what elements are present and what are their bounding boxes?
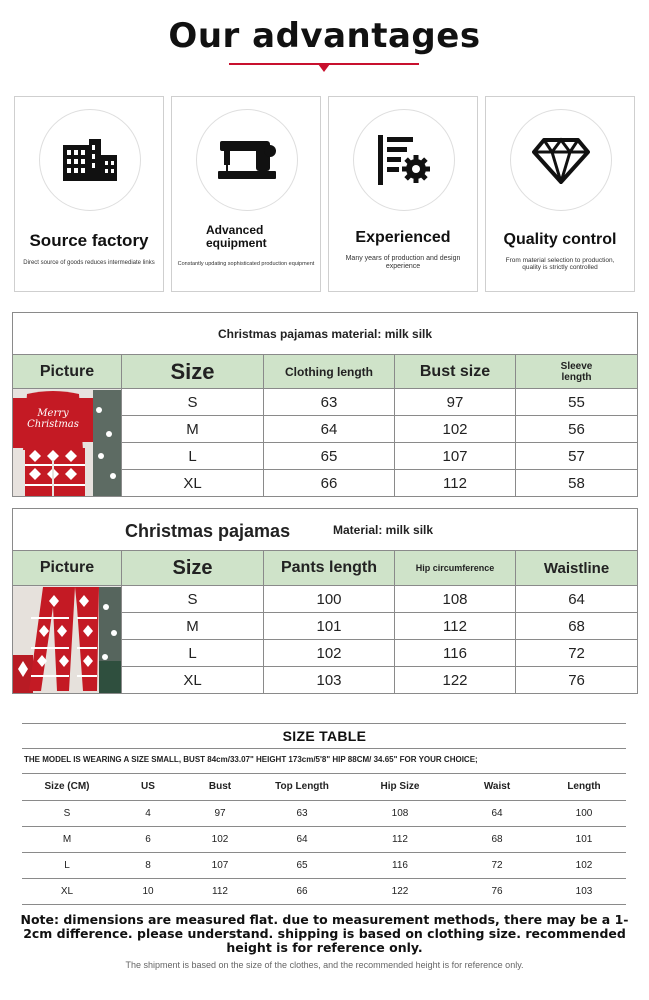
size-cell: L	[122, 443, 264, 470]
col-header-length: Length	[542, 774, 626, 800]
size-table-title: SIZE TABLE	[282, 728, 367, 744]
document-gear-icon	[376, 133, 432, 187]
table-cell: 63	[256, 800, 348, 826]
table-cell: 66	[264, 470, 395, 497]
col-header-bust: Bust	[184, 774, 256, 800]
size-cell: M	[122, 416, 264, 443]
divider	[22, 748, 626, 749]
table-cell: 68	[516, 613, 638, 640]
size-table	[22, 774, 626, 905]
table-row	[22, 878, 626, 904]
table-title: Christmas pajamas	[125, 521, 291, 541]
table-cell: 10	[112, 878, 184, 904]
table-cell: 112	[395, 470, 516, 497]
title-triangle-marker	[318, 64, 330, 72]
col-header-waistline: Waistline	[516, 551, 638, 586]
table-cell: 102	[542, 852, 626, 878]
advantage-subtitle: Constantly updating sophisticated production equipment	[177, 261, 315, 267]
col-header-hip-circumference: Hip circumference	[395, 551, 516, 586]
table-cell: 4	[112, 800, 184, 826]
size-cell: S	[122, 586, 264, 613]
table-cell: 112	[348, 826, 452, 852]
table-cell: 107	[184, 852, 256, 878]
table-cell: 64	[516, 586, 638, 613]
table-cell: 64	[256, 826, 348, 852]
table-cell: 107	[395, 443, 516, 470]
table-cell: 108	[348, 800, 452, 826]
table-cell: 100	[264, 586, 395, 613]
size-cell: L	[122, 640, 264, 667]
advantage-card-advanced-equipment	[171, 96, 321, 292]
advantage-title: Source factory	[29, 231, 149, 250]
footer-note: The shipment is based on the size of the clothes, and the recommended height is for reference only.	[125, 960, 524, 970]
size-cell: S	[122, 389, 264, 416]
col-header-clothing-length: Clothing length	[264, 355, 395, 389]
page-title: Our advantages	[168, 16, 481, 56]
table-cell: 72	[452, 852, 542, 878]
factory-icon	[61, 137, 119, 183]
divider	[22, 723, 626, 724]
model-note: THE MODEL IS WEARING A SIZE SMALL, BUST 84cm/33.07" HEIGHT 173cm/5'8" HIP 88CM/ 34.65" FOR YOUR CHOICE;	[24, 755, 478, 764]
table-material: Material: milk silk	[333, 523, 434, 537]
table-cell: 97	[184, 800, 256, 826]
col-header-top-length: Top Length	[256, 774, 348, 800]
icon-circle	[39, 109, 141, 211]
advantage-subtitle: Direct source of goods reduces intermediate links	[23, 260, 155, 266]
table-cell: 102	[184, 826, 256, 852]
table-cell: 102	[395, 416, 516, 443]
table-cell: 108	[395, 586, 516, 613]
size-cell: XL	[122, 667, 264, 694]
col-header-bust-size: Bust size	[395, 355, 516, 389]
table-row	[22, 826, 626, 852]
product-photo-top	[13, 389, 122, 497]
table-cell: 76	[516, 667, 638, 694]
sewing-machine-icon	[216, 139, 278, 181]
table-row	[22, 800, 626, 826]
col-header-hip-size: Hip Size	[348, 774, 452, 800]
table-title-row	[13, 509, 638, 551]
table-cell: 116	[395, 640, 516, 667]
table-cell: 58	[516, 470, 638, 497]
svg-text:Merry: Merry	[37, 407, 69, 419]
advantage-subtitle: Many years of production and design experience	[345, 255, 461, 270]
table-cell: 64	[264, 416, 395, 443]
table-cell: 57	[516, 443, 638, 470]
table-cell: 116	[348, 852, 452, 878]
pants-size-table	[12, 508, 638, 694]
table-cell: 55	[516, 389, 638, 416]
col-header-size: Size	[122, 355, 264, 389]
advantage-card-source-factory	[14, 96, 164, 292]
table-cell: 64	[452, 800, 542, 826]
table-cell: 8	[112, 852, 184, 878]
advantage-card-quality-control	[485, 96, 635, 292]
table-cell: 101	[542, 826, 626, 852]
col-header-pants-length: Pants length	[264, 551, 395, 586]
table-cell: 112	[395, 613, 516, 640]
col-header-us: US	[112, 774, 184, 800]
table-cell: 65	[256, 852, 348, 878]
table-cell: 76	[452, 878, 542, 904]
table-title: Christmas pajamas material: milk silk	[13, 313, 638, 355]
table-cell: XL	[22, 878, 112, 904]
size-cell: M	[122, 613, 264, 640]
table-cell: 102	[264, 640, 395, 667]
product-photo-pants	[13, 586, 122, 694]
table-cell: 97	[395, 389, 516, 416]
size-cell: XL	[122, 470, 264, 497]
col-header-sleeve-length: Sleeve length	[516, 355, 638, 389]
table-cell: 68	[452, 826, 542, 852]
table-cell: 103	[264, 667, 395, 694]
table-cell: L	[22, 852, 112, 878]
col-header-picture: Picture	[13, 551, 122, 586]
table-cell: 122	[348, 878, 452, 904]
table-cell: 65	[264, 443, 395, 470]
svg-text:Christmas: Christmas	[27, 418, 79, 430]
table-cell: 56	[516, 416, 638, 443]
measurement-note: Note: dimensions are measured flat. due to measurement methods, there may be a 1-2cm difference. please understand. shipping is based on clothing size. recommended height is for reference only.	[20, 912, 629, 955]
table-cell: 66	[256, 878, 348, 904]
table-cell: 122	[395, 667, 516, 694]
col-header-size-cm: Size (CM)	[22, 774, 112, 800]
col-header-picture: Picture	[13, 355, 122, 389]
table-cell: 6	[112, 826, 184, 852]
table-cell: 72	[516, 640, 638, 667]
table-cell: 101	[264, 613, 395, 640]
table-cell: 100	[542, 800, 626, 826]
advantage-title: Experienced	[355, 229, 451, 246]
table-row	[22, 852, 626, 878]
table-cell: 112	[184, 878, 256, 904]
advantage-title: Advanced equipment	[206, 223, 267, 250]
christmas-pants-photo	[13, 587, 121, 693]
icon-circle	[510, 109, 612, 211]
top-size-table	[12, 312, 638, 497]
diamond-icon	[532, 136, 590, 184]
table-cell: 63	[264, 389, 395, 416]
col-header-waist: Waist	[452, 774, 542, 800]
advantage-card-experienced	[328, 96, 478, 292]
christmas-top-photo	[13, 390, 121, 496]
table-cell: S	[22, 800, 112, 826]
advantage-title: Quality control	[503, 231, 617, 248]
table-cell: 103	[542, 878, 626, 904]
table-cell: M	[22, 826, 112, 852]
col-header-size: Size	[122, 551, 264, 586]
advantage-subtitle: From material selection to production, quality is strictly controlled	[505, 257, 615, 271]
icon-circle	[196, 109, 298, 211]
icon-circle	[353, 109, 455, 211]
